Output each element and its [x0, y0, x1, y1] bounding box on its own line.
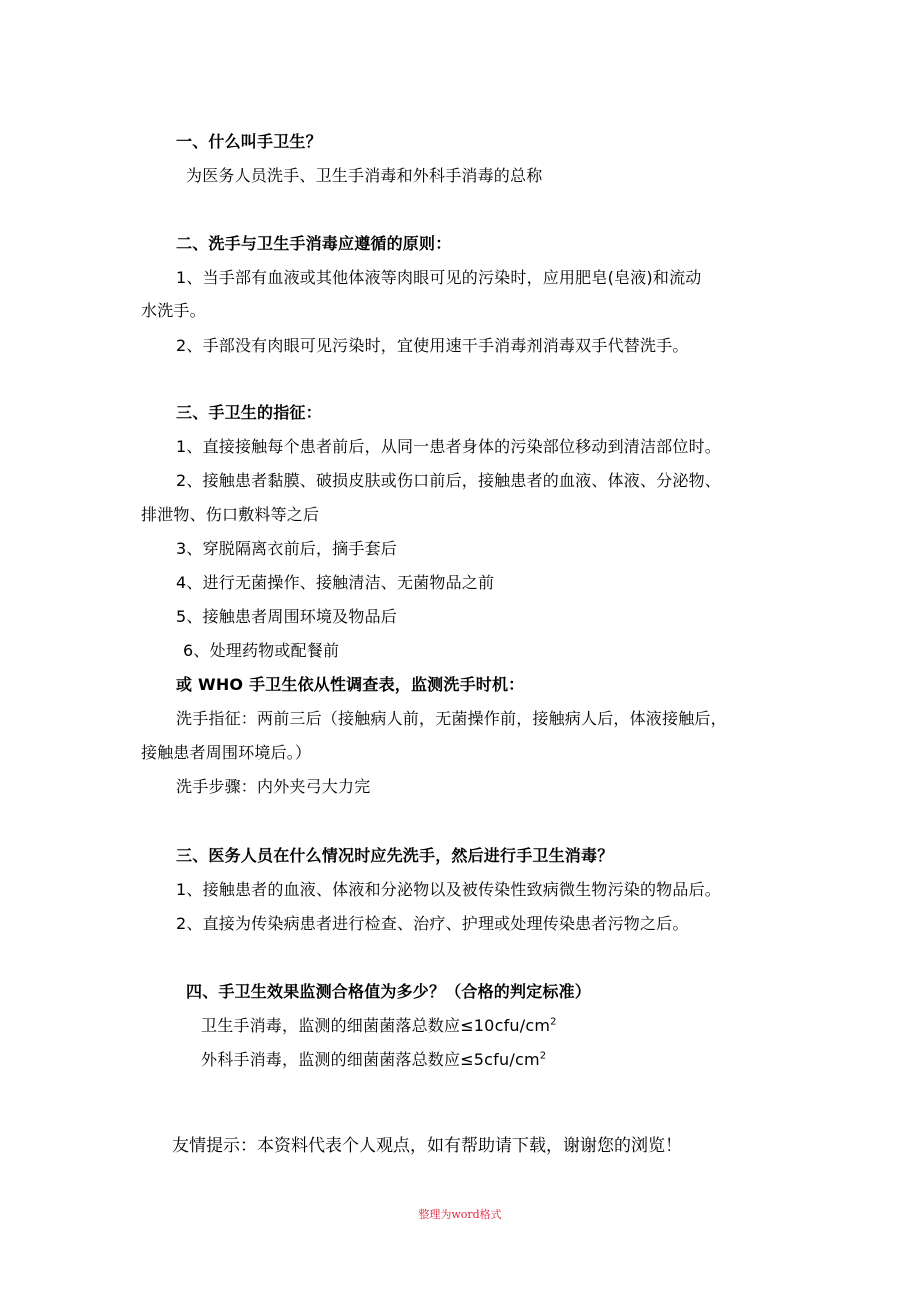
section-5-line-2 [201, 1050, 546, 1070]
section-4-line-2: 2、直接为传染病患者进行检查、治疗、护理或处理传染患者污物之后。 [176, 914, 689, 933]
superscript-2: 2 [539, 1050, 547, 1062]
section-3-line-5: 4、进行无菌操作、接触清洁、无菌物品之前 [176, 573, 495, 592]
section-5-heading: 四、手卫生效果监测合格值为多少？（合格的判定标准） [186, 982, 592, 1001]
friendly-tip: 友情提示：本资料代表个人观点，如有帮助请下载，谢谢您的浏览！ [172, 1136, 682, 1156]
section-3-line-3: 排泄物、伤口敷料等之后 [141, 505, 320, 524]
section-2-line-1: 1、当手部有血液或其他体液等肉眼可见的污染时，应用肥皂(皂液)和流动 [176, 268, 702, 287]
section-3-line-6: 5、接触患者周围环境及物品后 [176, 607, 397, 626]
who-line-1: 洗手指征：两前三后（接触病人前，无菌操作前，接触病人后，体液接触后， [176, 709, 727, 728]
who-line-3: 洗手步骤：内外夹弓大力完 [176, 777, 371, 796]
section-4-heading: 三、医务人员在什么情况时应先洗手，然后进行手卫生消毒？ [176, 846, 614, 865]
section-4-line-1: 1、接触患者的血液、体液和分泌物以及被传染性致病微生物污染的物品后。 [176, 880, 721, 899]
who-heading: 或 WHO 手卫生依从性调查表，监测洗手时机： [176, 675, 525, 694]
section-5-line-1-text: 卫生手消毒，监测的细菌菌落总数应≤10cfu/cm [201, 1016, 551, 1035]
section-2-line-2: 水洗手。 [141, 301, 206, 320]
section-3-line-4: 3、穿脱隔离衣前后，摘手套后 [176, 539, 397, 558]
section-5-line-1 [201, 1016, 557, 1036]
who-line-2: 接触患者周围环境后。） [141, 743, 312, 762]
section-2-line-3: 2、手部没有肉眼可见污染时，宜使用速干手消毒剂消毒双手代替洗手。 [176, 336, 689, 355]
section-3-heading: 三、手卫生的指征： [176, 403, 322, 422]
section-1-line-1: 为医务人员洗手、卫生手消毒和外科手消毒的总称 [186, 166, 543, 185]
format-watermark: 整理为word格式 [418, 1208, 502, 1221]
section-2-heading: 二、洗手与卫生手消毒应遵循的原则： [176, 234, 452, 253]
superscript-2: 2 [550, 1016, 557, 1028]
section-5-line-2-text: 外科手消毒，监测的细菌菌落总数应≤5cfu/cm [201, 1050, 540, 1069]
section-3-line-1: 1、直接接触每个患者前后，从同一患者身体的污染部位移动到清洁部位时。 [176, 437, 721, 456]
section-3-line-2: 2、接触患者黏膜、破损皮肤或伤口前后，接触患者的血液、体液、分泌物、 [176, 471, 721, 490]
section-3-line-7: 6、处理药物或配餐前 [183, 641, 340, 660]
section-1-heading: 一、什么叫手卫生？ [176, 132, 322, 151]
